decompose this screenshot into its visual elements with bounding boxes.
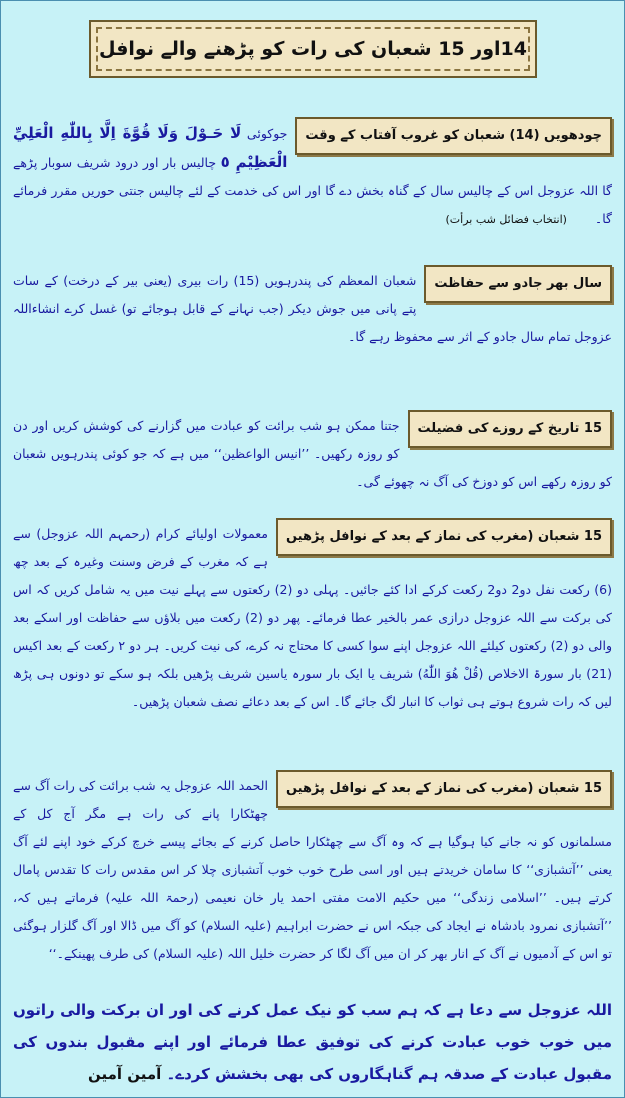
title-box bbox=[89, 20, 537, 78]
section-heading: سال بھر جادو سے حفاظت bbox=[424, 265, 612, 303]
closing-amen: آمین آمین bbox=[87, 1065, 162, 1083]
section-text: شعبان المعظم کی پندرہویں (15) رات بیری (یعنی بیر کے درخت) کے سات پتے پانی میں جوش دیکر (جب نہانے کے قابل ہوجائے تو) غسل کرے انشاءاللہ عزوجل تمام سال جادو کے اثر سے محفوظ رہے گا۔ bbox=[13, 273, 612, 344]
section-heading: چودھویں (14) شعبان کو غروب آفتاب کے وقت bbox=[295, 117, 612, 155]
section-text: الحمد اللہ عزوجل یہ شب برائت کی رات آگ سے چھٹکارا پانے کی رات ہے مگر آج کل کے مسلمانوں کو نہ جانے کیا ہوگیا ہے کہ وہ آگ سے چھٹکارا حاصل کرنے کے بجائے پیسے خرچ کرکے خود اپنے لئے آگ یعنی ’’آتشبازی‘‘ کا سامان خریدتے ہیں اور اسی طرح خوب خوب آتشبازی چلا کر اس مقدس رات کا تقدس پامال کرتے ہیں۔ ’’اسلامی زندگی‘‘ میں حکیم الامت مفتی احمد یار خان نعیمی (رحمۃ اللہ علیہ) فرماتے ہیں کہ، ’’آتشبازی نمرود بادشاہ نے ایجاد کی جبکہ اس نے حضرت ابراہیم (علیہ السلام) کو آگ میں ڈالا اور آگ گلزار ہوگئی تو اس کے آدمیوں نے آگ کے انار بھر کر ان میں آگ لگا کر حضرت خلیل اللہ (علیہ السلام) کی طرف پھینکے۔‘‘ bbox=[13, 778, 612, 961]
section-text: جتنا ممکن ہو شب برائت کو عبادت میں گزارنے کی کوشش کریں اور دن کو روزہ رکھیں۔ ’’انیس الواعظین‘‘ میں ہے کہ جو کوئی پندرہویں شعبان کو روزہ رکھے اس کو دوزخ کی آگ نہ چھوئے گی۔ bbox=[13, 418, 612, 489]
reference: (انتخاب فضائل شب برأت) bbox=[445, 213, 567, 226]
section-jadu-hifazat bbox=[13, 267, 612, 351]
section-nawafil-maghrib bbox=[13, 520, 612, 716]
section-heading: 15 شعبان (مغرب کی نماز کے بعد کے نوافل پڑھیں bbox=[276, 518, 612, 556]
closing-text: اللہ عزوجل سے دعا ہے کہ ہم سب کو نیک عمل کرنے کی اور ان برکت والی راتوں میں خوب خوب عبادت کرنے کی توفیق عطا فرمائے اور اپنے مقبول بندوں کی مقبول عبادت کے صدقہ ہم گناہگاروں کی بھی بخشش کردے۔ bbox=[13, 1001, 612, 1083]
section-heading: 15 شعبان (مغرب کی نماز کے بعد کے نوافل پڑھیں bbox=[276, 770, 612, 808]
section-text: معمولات اولیائے کرام (رحمہم اللہ عزوجل) سے ہے کہ مغرب کے فرض وسنت وغیرہ کے بعد چھ (6) رکعت نفل دو2 دو2 رکعت کرکے ادا کئے جائیں۔ پہلی دو (2) رکعتوں سے پہلے نیت میں یہ شامل کریں کہ اس کی برکت سے اللہ عزوجل درازی عمر بالخیر عطا فرمائے۔ پھر دو (2) رکعت میں بلاؤں سے حفاظت اور اسکے بعد والی دو (2) رکعتوں کیلئے اللہ عزوجل اپنے سوا کسی کا محتاج نہ کرے، کی نیت کریں۔ ہر دو ۲ رکعت کے بعد اکیس (21) بار سورۃ الاخلاص (قُلْ هُوَ اللّٰهُ) شریف یا ایک بار سورہ یاسین شریف پڑھیں بلکہ ہو سکے تو دونوں ہی پڑھ لیں کہ رات شروع ہوتے ہی ثواب کا انبار لگ جائے گا۔ اس کے بعد دعائے نصف شعبان پڑھیں۔ bbox=[13, 526, 613, 709]
section-shab-14 bbox=[13, 119, 612, 234]
section-roza-fazilat bbox=[13, 412, 612, 496]
closing-dua bbox=[13, 994, 612, 1090]
section-atishbazi bbox=[13, 772, 612, 968]
section-text: چالیس بار اور درود شریف سوبار پڑھے گا اللہ عزوجل اس کے چالیس سال کے گناہ بخش دے گا اور اس کی خدمت کے لئے چالیس جنتی حوریں مقرر فرمائے گا۔ bbox=[13, 155, 612, 226]
section-heading: 15 تاریخ کے روزے کی فضیلت bbox=[408, 410, 612, 448]
page-title: 14اور 15 شعبان کی رات کو پڑھنے والے نوافل bbox=[96, 27, 530, 71]
section-lead: جوکوئی bbox=[246, 126, 288, 141]
arabic-phrase: لَا حَـوْلَ وَلَا قُوَّةَ اِلَّا بِاللّٰهِ الْعَلِيِّ الْعَظِيْمِ ٥ bbox=[13, 124, 288, 171]
